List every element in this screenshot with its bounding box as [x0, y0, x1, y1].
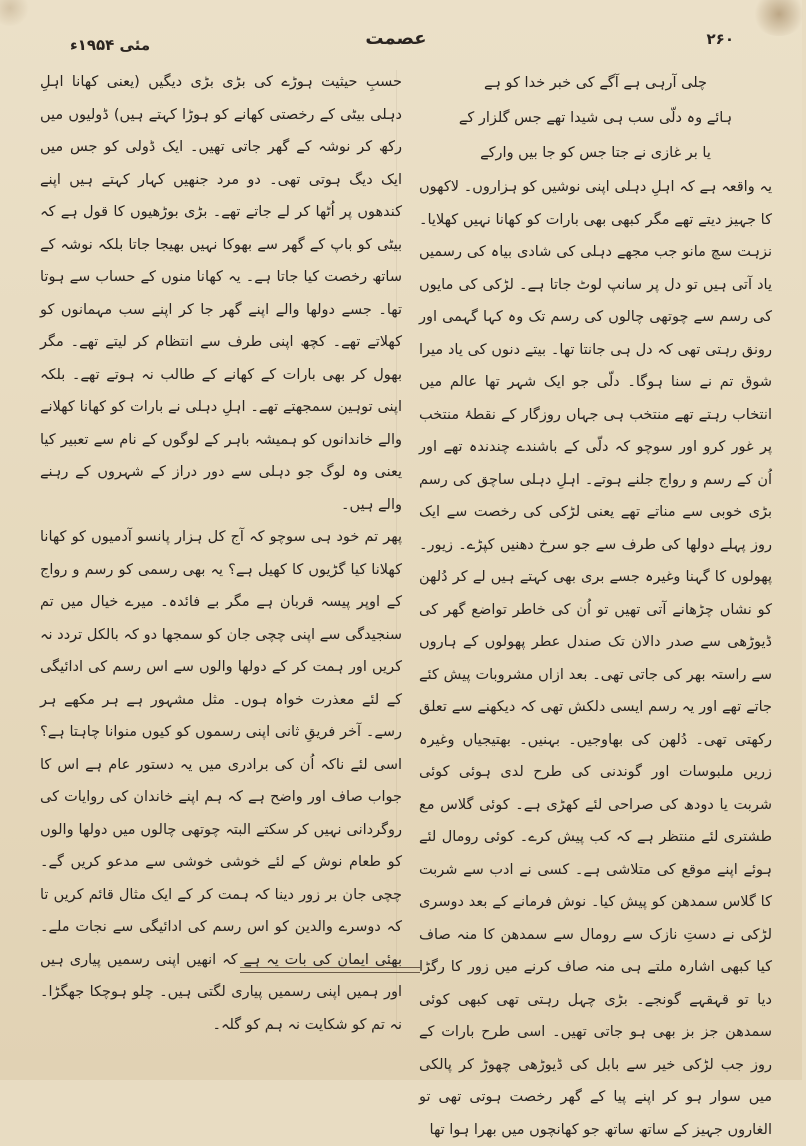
body-paragraph: حسبِ حیثیت ہوڑے کی بڑی بڑی دیگیں (یعنی کھانا اہلِ دہلی بیٹی کے رخصتی کھانے کو ہوڑا کہتے ہیں) ڈولیوں میں رکھ کر نوشہ کے گھر جاتی تھیں۔ ایک ڈولی کو جس میں ایک دیگ ہوتی تھی۔ دو مرد جنھیں کہار کہتے ہیں اپنے کندھوں پر اُٹھا کر لے جاتے تھے۔ بڑی بوڑھیوں کا قول ہے کہ بیٹی کو باپ کے گھر سے بھوکا نہیں بھیجا جاتا بلکہ نوشہ کے ساتھ رخصت کیا جاتا ہے۔ یہ کھانا منوں کے حساب سے ہوتا تھا۔ جسے دولھا والے اپنے گھر جا کر اپنے سب مہمانوں کو کھلاتے تھے۔ کچھ اپنی طرف سے انتظام کر لیتے تھے۔ مگر بھول کر بھی بارات کے کھانے کے طالب نہ ہوتے تھے۔ بلکہ اپنی توہین سمجھتے تھے۔ اہلِ دہلی نے بارات کو کھانا کھلانے والے خاندانوں کو ہمیشہ باہر کے لوگوں کے نام سے تعبیر کیا یعنی وہ لوگ جو دہلی سے دور دراز کے شہروں کے رہنے والے ہیں۔ [40, 74, 402, 513]
verse-line: یا بر غازی نے جتا جس کو جا بیں وارکے [480, 145, 711, 161]
page-number: ۲۶۰ [706, 30, 734, 48]
right-column [419, 66, 772, 1138]
body-paragraph: پھر تم خود ہی سوچو کہ آج کل ہزار پانسو آدمیوں کو کھانا کھلانا کیا گڑیوں کا کھیل ہے؟ یہ بھی رسمی کو رسم و رواج کے اوپر پیسہ قربان ہے مگر بے فائدہ۔ میرے خیال میں تم سنجیدگی سے اپنی چچی جان کو سمجھا دو کہ بالکل تردد نہ کریں اور ہمت کر کے دولھا والوں سے اس رسم کی ادائیگی کے لئے معذرت خواہ ہوں۔ مثل مشہور ہے ہر مکھے ہر رسے۔ آخر فریقِ ثانی اپنی رسموں کو کیوں منوانا چاہتا ہے؟ اسی لئے ناکہ اُن کی برادری میں یہ دستور عام ہے اس کا جواب صاف اور واضح ہے کہ ہم اپنے خاندان کی روایات کی روگردانی نہیں کر سکتے البتہ چوتھی چالوں میں دولھا والوں کو طعام نوش کے لئے خوشی خوشی سے مدعو کریں گے۔ چچی جان بر زور دینا کہ ہمت کر کے ایک مثال قائم کریں تا کہ دوسرے والدین کو اس رسم کی ادائیگی سے نجات ملے۔ بھئی ایمان کی بات یہ ہے کہ انھیں اپنی رسمیں پیاری ہیں اور ہمیں اپنی رسمیں پیاری لگتی ہیں۔ چلو ہوچکا جھگڑا۔ نہ تم کو شکایت نہ ہم کو گلہ۔ [40, 529, 402, 1033]
magazine-title: عصمت [365, 28, 427, 49]
end-rule [240, 967, 420, 973]
verse-line: ہائے وہ دلّی سب ہی شیدا تھے جس گلزار کے [458, 110, 733, 126]
page-header [40, 20, 752, 56]
verse-line: چلی آرہی ہے آگے کی خبر خدا کو ہے [483, 75, 708, 91]
stain-top-right [752, 0, 806, 36]
left-column [40, 66, 402, 1051]
stain-top-left [0, 0, 30, 26]
issue-date: مئی ۱۹۵۴ء [70, 36, 151, 54]
body-paragraph: یہ واقعہ ہے کہ اہلِ دہلی اپنی نوشیں کو ہزاروں۔ لاکھوں کا جہیز دیتے تھے مگر کبھی بھی بارات کو کھانا نہیں کھلایا۔ نزہت سچ مانو جب مجھے دہلی کی شادی بیاہ کی رسمیں یاد آتی ہیں تو دل پر سانپ لوٹ جاتا ہے۔ لڑکی کی مایوں کی رسم سے چوتھی چالوں کی رسم تک وہ کہا گہمی اور رونق رہتی تھی کہ دل ہی جانتا تھا۔ بیتے دنوں کی یاد میرا شوق تم نے سنا ہوگا۔ دلّی جو ایک شہر تھا عالم میں انتخاب رہتے تھے منتخب ہی جہاں روزگار کے نقطۂ منتخب پر غور کرو اور سوچو کہ دلّی کے باشندے چندندہ تھے اور اُن کے رسم و رواج جلنے ہوتے۔ اہلِ دہلی ساچق کی رسم بڑی خوبی سے مناتے تھے یعنی لڑکی کی رخصت سے ایک روز پہلے دولھا کی طرف سے جو سرخ دھنیں کپڑے۔ زیور۔ پھولوں کا گہنا وغیرہ جسے بری بھی کہتے ہیں لے کر دُلھن کو نشاں چڑھانے آتی تھیں تو اُن کی خاطر تواضع گھر کی ڈیوڑھی سے صدر دالان تک صندل عطر پھولوں کے ہاروں سے راستہ بھر کی جاتی تھی۔ بعد ازاں مشروبات پیش کئے جاتے تھے اور یہ رسم ایسی دلکش تھی کہ دیکھنے سے تعلق رکھتی تھی۔ دُلھن کی بھاوجیں۔ بہنیں۔ بھتیجیاں وغیرہ زریں ملبوسات اور گوندنی کی طرح لدی ہوئی کوئی شربت یا دودھ کی صراحی لئے کھڑی ہے۔ کوئی گلاس مع طشتری لئے منتظر ہے کہ کب پیش کرے۔ کوئی رومال لئے ہوئے اپنے موقع کی متلاشی ہے۔ کسی نے ادب سے شربت کا گلاس سمدھن کو پیش کیا۔ نوش فرمانے کے بعد دوسری لڑکی نے دستِ نازک سے رومال سے سمدھن کا منہ صاف کیا کبھی اشارہ ملتے ہی منہ صاف کرنے میں زور کا رگڑا دیا تو قہقہے گونجے۔ بڑی چہل رہتی تھی کبھی کوئی سمدھن جز بز بھی ہو جاتی تھیں۔ اسی طرح بارات کے روز جب لڑکی خیر سے بابل کی ڈیوڑھی چھوڑ کر پالکی میں سوار ہو کر اپنے پیا کے گھر رخصت ہوتی تھی تو الغاروں جہیز کے ساتھ ساتھ جو کھانچوں میں بھرا ہوا تھا [419, 179, 772, 1138]
